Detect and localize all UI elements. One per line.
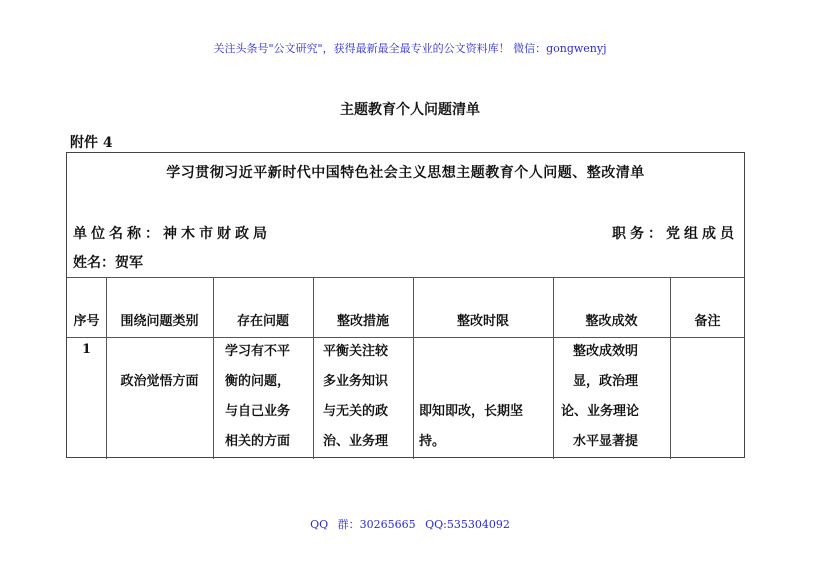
col-header-problem: 存在问题 — [236, 314, 289, 329]
measure-line: 治、业务理 — [323, 434, 389, 449]
document-title: 主题教育个人问题清单 — [340, 102, 480, 118]
row-results — [553, 337, 670, 459]
deadline-line: 持。 — [419, 434, 446, 449]
deadline-line: 即知即改，长期坚 — [419, 404, 524, 419]
row-index: 1 — [81, 342, 92, 357]
issue-list-table — [66, 152, 745, 458]
promo-footer-note: QQ 群：30265665 QQ:535304092 — [310, 518, 510, 531]
result-line: 显，政治理 — [573, 374, 639, 389]
person-name: 姓名：贺军 — [73, 255, 143, 271]
col-header-category: 围绕问题类别 — [120, 314, 199, 329]
measure-line: 平衡关注较 — [323, 344, 389, 359]
problem-line: 学习有不平 — [225, 344, 291, 359]
row-remarks — [670, 337, 745, 459]
result-line: 论、业务理论 — [561, 404, 640, 419]
row-deadline — [413, 337, 553, 459]
result-line: 整改成效明 — [573, 344, 639, 359]
col-header-deadline: 整改时限 — [456, 314, 509, 329]
col-header-remarks: 备注 — [694, 314, 721, 329]
promo-header-note: 关注头条号"公文研究"，获得最新最全最专业的公文资料库！ 微信：gongwenyj — [213, 42, 607, 55]
row-category: 政治觉悟方面 — [120, 374, 199, 389]
table-title: 学习贯彻习近平新时代中国特色社会主义思想主题教育个人问题、整改清单 — [166, 165, 645, 181]
row-measures — [313, 337, 413, 459]
measure-line: 与无关的政 — [323, 404, 389, 419]
unit-name: 单位名称：神木市财政局 — [73, 226, 271, 242]
result-line: 水平显著提 — [573, 434, 639, 449]
problem-line: 相关的方面 — [225, 434, 291, 449]
col-header-results: 整改成效 — [585, 314, 638, 329]
problem-line: 衡的问题， — [225, 374, 291, 389]
problem-line: 与自己业务 — [225, 404, 291, 419]
attachment-label: 附件 4 — [70, 135, 113, 151]
col-header-measures: 整改措施 — [336, 314, 389, 329]
row-problem — [213, 337, 313, 459]
measure-line: 多业务知识 — [323, 374, 389, 389]
job-position: 职务：党组成员 — [612, 226, 738, 242]
col-header-index: 序号 — [73, 314, 100, 329]
